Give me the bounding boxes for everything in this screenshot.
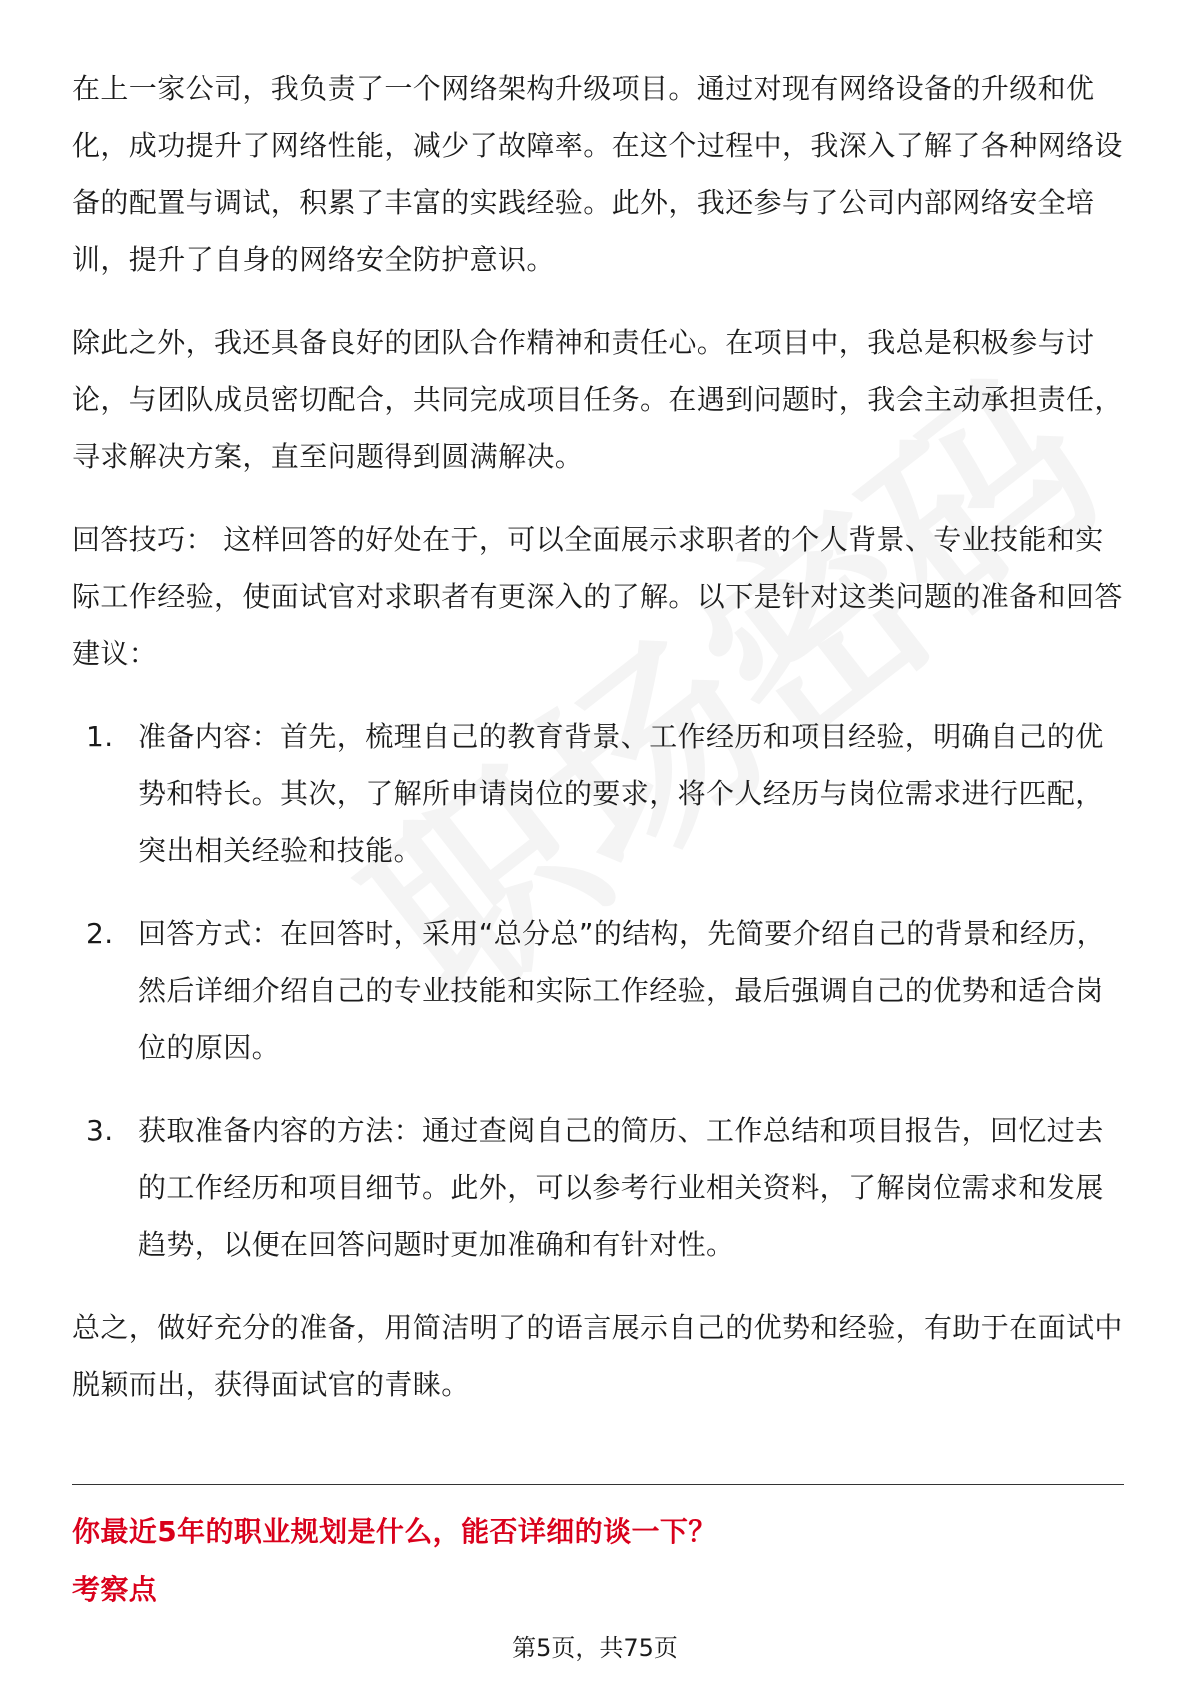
list-item-text: 回答方式：在回答时，采用“总分总”的结构，先简要介绍自己的背景和经历，然后详细介绍自己的专业技能和实际工作经验，最后强调自己的优势和适合岗位的原因。 xyxy=(138,917,1106,1064)
list-item xyxy=(86,905,1124,1076)
list-number: 1. xyxy=(86,720,114,753)
section-label: 考察点 xyxy=(72,1573,158,1606)
list-number: 2. xyxy=(86,917,114,950)
list-item-text: 准备内容：首先，梳理自己的教育背景、工作经历和项目经验，明确自己的优势和特长。其次，了解所申请岗位的要求，将个人经历与岗位需求进行匹配，突出相关经验和技能。 xyxy=(138,720,1104,867)
list-item xyxy=(86,1102,1124,1273)
paragraph-teamwork: 除此之外，我还具备良好的团队合作精神和责任心。在项目中，我总是积极参与讨论，与团队成员密切配合，共同完成项目任务。在遇到问题时，我会主动承担责任，寻求解决方案，直至问题得到圆满解决。 xyxy=(72,326,1123,473)
advice-list xyxy=(72,708,1124,1273)
page-footer: 第5页，共75页 xyxy=(512,1634,678,1662)
list-item-text: 获取准备内容的方法：通过查阅自己的简历、工作总结和项目报告，回忆过去的工作经历和项目细节。此外，可以参考行业相关资料，了解岗位需求和发展趋势，以便在回答问题时更加准确和有针对性。 xyxy=(138,1114,1104,1261)
paragraph-summary: 总之，做好充分的准备，用简洁明了的语言展示自己的优势和经验，有助于在面试中脱颖而出，获得面试官的青睐。 xyxy=(72,1311,1123,1401)
section-divider xyxy=(72,1484,1124,1485)
document-body xyxy=(72,60,1124,1439)
question-heading: 你最近5年的职业规划是什么，能否详细的谈一下？ xyxy=(72,1515,717,1548)
list-number: 3. xyxy=(86,1114,114,1147)
paragraph-project-experience: 在上一家公司，我负责了一个网络架构升级项目。通过对现有网络设备的升级和优化，成功提升了网络性能，减少了故障率。在这个过程中，我深入了解了各种网络设备的配置与调试，积累了丰富的实践经验。此外，我还参与了公司内部网络安全培训，提升了自身的网络安全防护意识。 xyxy=(72,72,1123,276)
paragraph-answer-tips: 回答技巧： 这样回答的好处在于，可以全面展示求职者的个人背景、专业技能和实际工作经验，使面试官对求职者有更深入的了解。以下是针对这类问题的准备和回答建议： xyxy=(72,523,1123,670)
list-item xyxy=(86,708,1124,879)
